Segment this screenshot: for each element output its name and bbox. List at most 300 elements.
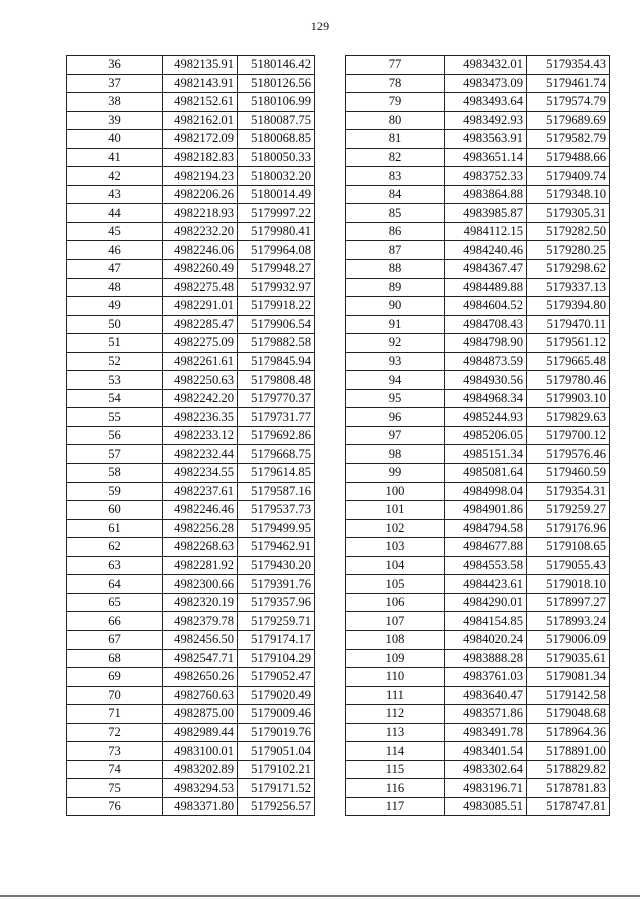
x-coordinate-cell: 4983294.53	[163, 779, 238, 798]
x-coordinate-cell: 4982246.06	[163, 241, 238, 260]
table-row	[346, 111, 610, 130]
x-coordinate-cell: 4984798.90	[445, 334, 527, 353]
x-coordinate-cell: 4984367.47	[445, 260, 527, 279]
table-row	[346, 297, 610, 316]
x-coordinate-cell: 4982300.66	[163, 575, 238, 594]
x-coordinate-cell: 4983100.01	[163, 742, 238, 761]
x-coordinate-cell: 4983432.01	[445, 56, 527, 75]
y-coordinate-cell: 5178747.81	[527, 797, 610, 816]
y-coordinate-cell: 5179006.09	[527, 630, 610, 649]
table-row	[346, 519, 610, 538]
table-body-left	[67, 56, 315, 816]
point-number-cell: 113	[346, 723, 445, 742]
x-coordinate-cell: 4985151.34	[445, 445, 527, 464]
point-number-cell: 43	[67, 185, 163, 204]
x-coordinate-cell: 4982320.19	[163, 593, 238, 612]
table-row	[346, 278, 610, 297]
y-coordinate-cell: 5179174.17	[238, 630, 315, 649]
x-coordinate-cell: 4982547.71	[163, 649, 238, 668]
y-coordinate-cell: 5179882.58	[238, 334, 315, 353]
x-coordinate-cell: 4982281.92	[163, 556, 238, 575]
y-coordinate-cell: 5178993.24	[527, 612, 610, 631]
point-number-cell: 76	[67, 797, 163, 816]
table-row	[67, 204, 315, 223]
point-number-cell: 90	[346, 297, 445, 316]
y-coordinate-cell: 5179665.48	[527, 352, 610, 371]
point-number-cell: 70	[67, 686, 163, 705]
point-number-cell: 107	[346, 612, 445, 631]
table-row	[346, 593, 610, 612]
point-number-cell: 80	[346, 111, 445, 130]
y-coordinate-cell: 5179305.31	[527, 204, 610, 223]
x-coordinate-cell: 4983202.89	[163, 760, 238, 779]
point-number-cell: 67	[67, 630, 163, 649]
point-number-cell: 78	[346, 74, 445, 93]
point-number-cell: 77	[346, 56, 445, 75]
x-coordinate-cell: 4984423.61	[445, 575, 527, 594]
y-coordinate-cell: 5179051.04	[238, 742, 315, 761]
x-coordinate-cell: 4982162.01	[163, 111, 238, 130]
y-coordinate-cell: 5179689.69	[527, 111, 610, 130]
point-number-cell: 42	[67, 167, 163, 186]
table-row	[67, 612, 315, 631]
y-coordinate-cell: 5179668.75	[238, 445, 315, 464]
point-number-cell: 87	[346, 241, 445, 260]
x-coordinate-cell: 4982246.46	[163, 501, 238, 520]
table-row	[346, 241, 610, 260]
table-row	[346, 352, 610, 371]
table-row	[67, 241, 315, 260]
x-coordinate-cell: 4984677.88	[445, 538, 527, 557]
y-coordinate-cell: 5179035.61	[527, 649, 610, 668]
x-coordinate-cell: 4983752.33	[445, 167, 527, 186]
y-coordinate-cell: 5179462.91	[238, 538, 315, 557]
table-row	[346, 575, 610, 594]
point-number-cell: 105	[346, 575, 445, 594]
x-coordinate-cell: 4984998.04	[445, 482, 527, 501]
x-coordinate-cell: 4983563.91	[445, 130, 527, 149]
y-coordinate-cell: 5179770.37	[238, 389, 315, 408]
y-coordinate-cell: 5179142.58	[527, 686, 610, 705]
y-coordinate-cell: 5179282.50	[527, 222, 610, 241]
y-coordinate-cell: 5180014.49	[238, 185, 315, 204]
table-row	[346, 630, 610, 649]
point-number-cell: 108	[346, 630, 445, 649]
point-number-cell: 36	[67, 56, 163, 75]
y-coordinate-cell: 5179700.12	[527, 426, 610, 445]
table-row	[67, 74, 315, 93]
table-row	[346, 445, 610, 464]
point-number-cell: 69	[67, 668, 163, 687]
point-number-cell: 102	[346, 519, 445, 538]
point-number-cell: 41	[67, 148, 163, 167]
table-row	[67, 130, 315, 149]
x-coordinate-cell: 4983761.03	[445, 668, 527, 687]
point-number-cell: 92	[346, 334, 445, 353]
point-number-cell: 95	[346, 389, 445, 408]
y-coordinate-cell: 5179906.54	[238, 315, 315, 334]
x-coordinate-cell: 4983985.87	[445, 204, 527, 223]
x-coordinate-cell: 4983473.09	[445, 74, 527, 93]
page-number: 129	[310, 19, 330, 33]
table-row	[67, 482, 315, 501]
y-coordinate-cell: 5179829.63	[527, 408, 610, 427]
table-row	[67, 148, 315, 167]
y-coordinate-cell: 5179576.46	[527, 445, 610, 464]
y-coordinate-cell: 5179964.08	[238, 241, 315, 260]
point-number-cell: 44	[67, 204, 163, 223]
x-coordinate-cell: 4983302.64	[445, 760, 527, 779]
table-row	[67, 742, 315, 761]
y-coordinate-cell: 5179845.94	[238, 352, 315, 371]
y-coordinate-cell: 5179357.96	[238, 593, 315, 612]
y-coordinate-cell: 5179009.46	[238, 705, 315, 724]
table-row	[67, 797, 315, 816]
y-coordinate-cell: 5180087.75	[238, 111, 315, 130]
point-number-cell: 53	[67, 371, 163, 390]
x-coordinate-cell: 4982135.91	[163, 56, 238, 75]
y-coordinate-cell: 5178997.27	[527, 593, 610, 612]
x-coordinate-cell: 4984794.58	[445, 519, 527, 538]
coordinates-table-right	[345, 55, 610, 816]
table-row	[346, 56, 610, 75]
x-coordinate-cell: 4985244.93	[445, 408, 527, 427]
table-row	[346, 797, 610, 816]
point-number-cell: 39	[67, 111, 163, 130]
y-coordinate-cell: 5179470.11	[527, 315, 610, 334]
x-coordinate-cell: 4982234.55	[163, 464, 238, 483]
y-coordinate-cell: 5179574.79	[527, 93, 610, 112]
point-number-cell: 62	[67, 538, 163, 557]
y-coordinate-cell: 5180146.42	[238, 56, 315, 75]
table-row	[67, 260, 315, 279]
x-coordinate-cell: 4982182.83	[163, 148, 238, 167]
x-coordinate-cell: 4984901.86	[445, 501, 527, 520]
table-row	[346, 204, 610, 223]
point-number-cell: 88	[346, 260, 445, 279]
point-number-cell: 40	[67, 130, 163, 149]
y-coordinate-cell: 5180068.85	[238, 130, 315, 149]
x-coordinate-cell: 4984112.15	[445, 222, 527, 241]
table-row	[346, 538, 610, 557]
y-coordinate-cell: 5179780.46	[527, 371, 610, 390]
point-number-cell: 55	[67, 408, 163, 427]
y-coordinate-cell: 5179354.31	[527, 482, 610, 501]
table-body-right	[346, 56, 610, 816]
table-row	[346, 130, 610, 149]
y-coordinate-cell: 5179499.95	[238, 519, 315, 538]
x-coordinate-cell: 4985081.64	[445, 464, 527, 483]
y-coordinate-cell: 5179394.80	[527, 297, 610, 316]
table-row	[346, 315, 610, 334]
y-coordinate-cell: 5179354.43	[527, 56, 610, 75]
x-coordinate-cell: 4982456.50	[163, 630, 238, 649]
x-coordinate-cell: 4984240.46	[445, 241, 527, 260]
y-coordinate-cell: 5179052.47	[238, 668, 315, 687]
y-coordinate-cell: 5179692.86	[238, 426, 315, 445]
x-coordinate-cell: 4983085.51	[445, 797, 527, 816]
y-coordinate-cell: 5180050.33	[238, 148, 315, 167]
x-coordinate-cell: 4982275.09	[163, 334, 238, 353]
point-number-cell: 85	[346, 204, 445, 223]
table-row	[346, 779, 610, 798]
y-coordinate-cell: 5179048.68	[527, 705, 610, 724]
y-coordinate-cell: 5178829.82	[527, 760, 610, 779]
point-number-cell: 112	[346, 705, 445, 724]
y-coordinate-cell: 5179948.27	[238, 260, 315, 279]
y-coordinate-cell: 5180126.56	[238, 74, 315, 93]
point-number-cell: 83	[346, 167, 445, 186]
table-row	[346, 371, 610, 390]
y-coordinate-cell: 5179104.29	[238, 649, 315, 668]
table-row	[67, 408, 315, 427]
y-coordinate-cell: 5179018.10	[527, 575, 610, 594]
x-coordinate-cell: 4982291.01	[163, 297, 238, 316]
table-row	[67, 668, 315, 687]
table-row	[67, 593, 315, 612]
table-row	[67, 93, 315, 112]
y-coordinate-cell: 5179337.13	[527, 278, 610, 297]
table-row	[67, 464, 315, 483]
y-coordinate-cell: 5179280.25	[527, 241, 610, 260]
y-coordinate-cell: 5179903.10	[527, 389, 610, 408]
y-coordinate-cell: 5179980.41	[238, 222, 315, 241]
point-number-cell: 110	[346, 668, 445, 687]
table-row	[67, 630, 315, 649]
y-coordinate-cell: 5179259.71	[238, 612, 315, 631]
x-coordinate-cell: 4983651.14	[445, 148, 527, 167]
point-number-cell: 111	[346, 686, 445, 705]
table-row	[67, 519, 315, 538]
y-coordinate-cell: 5179731.77	[238, 408, 315, 427]
x-coordinate-cell: 4982236.35	[163, 408, 238, 427]
table-row	[67, 278, 315, 297]
y-coordinate-cell: 5179614.85	[238, 464, 315, 483]
point-number-cell: 115	[346, 760, 445, 779]
x-coordinate-cell: 4984489.88	[445, 278, 527, 297]
y-coordinate-cell: 5179932.97	[238, 278, 315, 297]
point-number-cell: 97	[346, 426, 445, 445]
point-number-cell: 49	[67, 297, 163, 316]
y-coordinate-cell: 5178964.36	[527, 723, 610, 742]
y-coordinate-cell: 5179537.73	[238, 501, 315, 520]
x-coordinate-cell: 4982194.23	[163, 167, 238, 186]
point-number-cell: 73	[67, 742, 163, 761]
x-coordinate-cell: 4983493.64	[445, 93, 527, 112]
table-row	[346, 464, 610, 483]
x-coordinate-cell: 4984020.24	[445, 630, 527, 649]
table-row	[67, 222, 315, 241]
y-coordinate-cell: 5179171.52	[238, 779, 315, 798]
point-number-cell: 63	[67, 556, 163, 575]
table-row	[67, 426, 315, 445]
x-coordinate-cell: 4983571.86	[445, 705, 527, 724]
x-coordinate-cell: 4982379.78	[163, 612, 238, 631]
x-coordinate-cell: 4984553.58	[445, 556, 527, 575]
y-coordinate-cell: 5179997.22	[238, 204, 315, 223]
y-coordinate-cell: 5179055.43	[527, 556, 610, 575]
y-coordinate-cell: 5179391.76	[238, 575, 315, 594]
x-coordinate-cell: 4982989.44	[163, 723, 238, 742]
point-number-cell: 59	[67, 482, 163, 501]
point-number-cell: 103	[346, 538, 445, 557]
table-row	[346, 760, 610, 779]
x-coordinate-cell: 4982285.47	[163, 315, 238, 334]
table-row	[346, 408, 610, 427]
table-row	[346, 148, 610, 167]
point-number-cell: 54	[67, 389, 163, 408]
table-row	[67, 445, 315, 464]
x-coordinate-cell: 4982275.48	[163, 278, 238, 297]
table-row	[346, 612, 610, 631]
table-row	[346, 334, 610, 353]
table-row	[346, 723, 610, 742]
table-row	[346, 74, 610, 93]
y-coordinate-cell: 5179081.34	[527, 668, 610, 687]
point-number-cell: 57	[67, 445, 163, 464]
x-coordinate-cell: 4983888.28	[445, 649, 527, 668]
x-coordinate-cell: 4982650.26	[163, 668, 238, 687]
x-coordinate-cell: 4982256.28	[163, 519, 238, 538]
table-row	[346, 556, 610, 575]
y-coordinate-cell: 5179108.65	[527, 538, 610, 557]
x-coordinate-cell: 4984968.34	[445, 389, 527, 408]
x-coordinate-cell: 4982172.09	[163, 130, 238, 149]
table-row	[67, 297, 315, 316]
table-row	[67, 315, 315, 334]
x-coordinate-cell: 4985206.05	[445, 426, 527, 445]
point-number-cell: 104	[346, 556, 445, 575]
point-number-cell: 50	[67, 315, 163, 334]
table-row	[67, 111, 315, 130]
y-coordinate-cell: 5179256.57	[238, 797, 315, 816]
table-row	[346, 222, 610, 241]
table-row	[67, 556, 315, 575]
point-number-cell: 56	[67, 426, 163, 445]
point-number-cell: 52	[67, 352, 163, 371]
point-number-cell: 114	[346, 742, 445, 761]
table-row	[346, 649, 610, 668]
point-number-cell: 60	[67, 501, 163, 520]
x-coordinate-cell: 4982232.44	[163, 445, 238, 464]
table-row	[346, 501, 610, 520]
x-coordinate-cell: 4982760.63	[163, 686, 238, 705]
x-coordinate-cell: 4983371.80	[163, 797, 238, 816]
table-row	[67, 649, 315, 668]
table-row	[346, 93, 610, 112]
x-coordinate-cell: 4984604.52	[445, 297, 527, 316]
point-number-cell: 109	[346, 649, 445, 668]
table-row	[67, 538, 315, 557]
x-coordinate-cell: 4983492.93	[445, 111, 527, 130]
point-number-cell: 100	[346, 482, 445, 501]
table-row	[346, 482, 610, 501]
x-coordinate-cell: 4982260.49	[163, 260, 238, 279]
y-coordinate-cell: 5179298.62	[527, 260, 610, 279]
point-number-cell: 74	[67, 760, 163, 779]
point-number-cell: 45	[67, 222, 163, 241]
point-number-cell: 46	[67, 241, 163, 260]
table-row	[67, 705, 315, 724]
y-coordinate-cell: 5179582.79	[527, 130, 610, 149]
point-number-cell: 117	[346, 797, 445, 816]
x-coordinate-cell: 4982875.00	[163, 705, 238, 724]
table-row	[67, 167, 315, 186]
x-coordinate-cell: 4984708.43	[445, 315, 527, 334]
table-row	[346, 185, 610, 204]
x-coordinate-cell: 4983196.71	[445, 779, 527, 798]
table-row	[346, 167, 610, 186]
point-number-cell: 51	[67, 334, 163, 353]
table-row	[346, 389, 610, 408]
table-row	[67, 334, 315, 353]
point-number-cell: 89	[346, 278, 445, 297]
x-coordinate-cell: 4983401.54	[445, 742, 527, 761]
x-coordinate-cell: 4984873.59	[445, 352, 527, 371]
y-coordinate-cell: 5179019.76	[238, 723, 315, 742]
point-number-cell: 71	[67, 705, 163, 724]
table-row	[346, 705, 610, 724]
x-coordinate-cell: 4983864.88	[445, 185, 527, 204]
point-number-cell: 48	[67, 278, 163, 297]
x-coordinate-cell: 4982233.12	[163, 426, 238, 445]
x-coordinate-cell: 4982152.61	[163, 93, 238, 112]
x-coordinate-cell: 4984154.85	[445, 612, 527, 631]
y-coordinate-cell: 5179176.96	[527, 519, 610, 538]
table-row	[346, 426, 610, 445]
point-number-cell: 116	[346, 779, 445, 798]
y-coordinate-cell: 5179102.21	[238, 760, 315, 779]
table-row	[67, 389, 315, 408]
table-row	[67, 760, 315, 779]
point-number-cell: 58	[67, 464, 163, 483]
point-number-cell: 79	[346, 93, 445, 112]
point-number-cell: 84	[346, 185, 445, 204]
y-coordinate-cell: 5179461.74	[527, 74, 610, 93]
y-coordinate-cell: 5179020.49	[238, 686, 315, 705]
point-number-cell: 81	[346, 130, 445, 149]
point-number-cell: 96	[346, 408, 445, 427]
table-row	[67, 352, 315, 371]
point-number-cell: 75	[67, 779, 163, 798]
x-coordinate-cell: 4984290.01	[445, 593, 527, 612]
x-coordinate-cell: 4982237.61	[163, 482, 238, 501]
point-number-cell: 98	[346, 445, 445, 464]
y-coordinate-cell: 5179918.22	[238, 297, 315, 316]
y-coordinate-cell: 5179808.48	[238, 371, 315, 390]
point-number-cell: 93	[346, 352, 445, 371]
table-row	[67, 371, 315, 390]
point-number-cell: 66	[67, 612, 163, 631]
point-number-cell: 47	[67, 260, 163, 279]
x-coordinate-cell: 4982261.61	[163, 352, 238, 371]
x-coordinate-cell: 4982232.20	[163, 222, 238, 241]
table-row	[67, 723, 315, 742]
y-coordinate-cell: 5179430.20	[238, 556, 315, 575]
point-number-cell: 106	[346, 593, 445, 612]
point-number-cell: 68	[67, 649, 163, 668]
table-row	[346, 742, 610, 761]
point-number-cell: 64	[67, 575, 163, 594]
y-coordinate-cell: 5179259.27	[527, 501, 610, 520]
y-coordinate-cell: 5179409.74	[527, 167, 610, 186]
table-row	[67, 575, 315, 594]
x-coordinate-cell: 4982206.26	[163, 185, 238, 204]
table-row	[67, 56, 315, 75]
point-number-cell: 86	[346, 222, 445, 241]
y-coordinate-cell: 5180032.20	[238, 167, 315, 186]
y-coordinate-cell: 5178781.83	[527, 779, 610, 798]
